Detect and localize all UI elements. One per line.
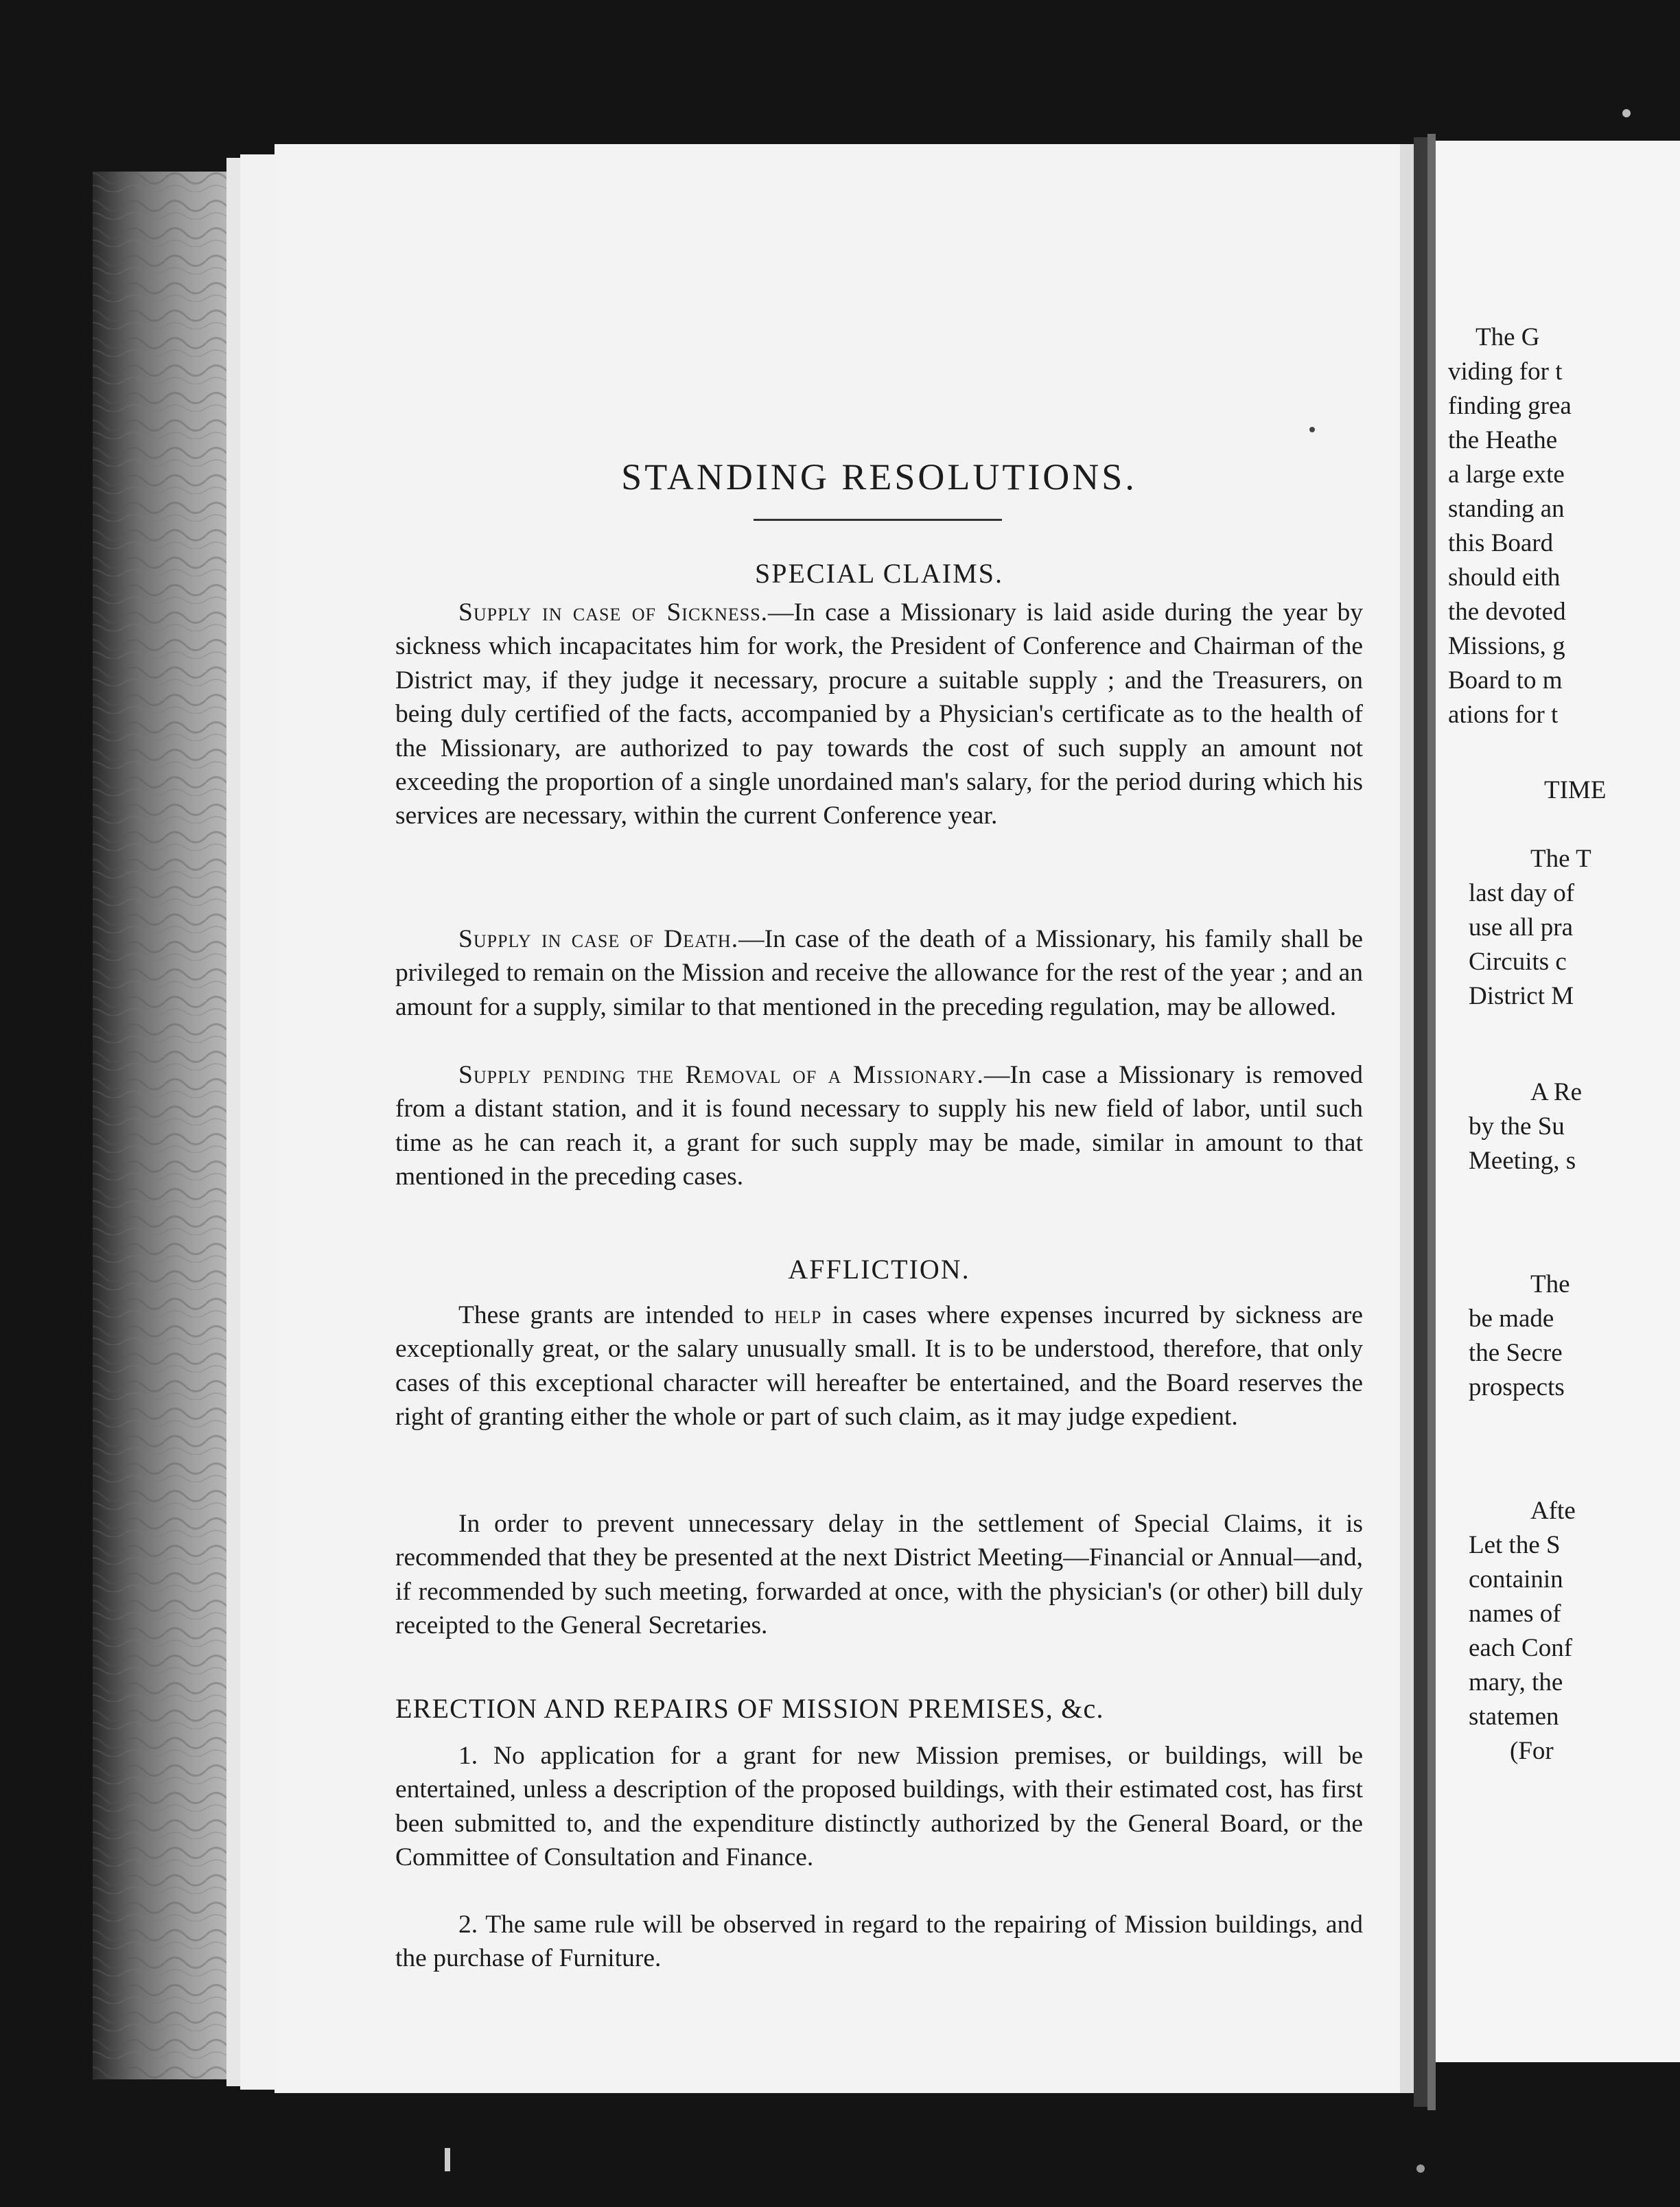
paragraph-supply-sickness: Supply in case of Sickness.—In case a Missionary is laid aside during the year by sickness which incapacitates him for work, the President of Conference and Chairman of the District may, if they judge it necessary, procure a suitable supply ; and the Treasurers, on being duly certified of the facts, accompanied by a Physician's certificate as to the health of the Missionary, are authorized to pay towards the cost of such supply an amount not exceeding the proportion of a single unordained man's salary, for the period during which his services are necessary, within the current Conference year. [395, 598, 1363, 830]
paragraph-lead: Supply in case of Death. [458, 925, 739, 953]
paragraph-lead: Supply in case of Sickness. [458, 598, 769, 627]
right-page-line: statemen [1469, 1703, 1559, 1731]
right-page-line: a large exte [1448, 460, 1565, 489]
gutter [1414, 137, 1427, 2107]
paragraph-erection-rule-1: 1. No application for a grant for new Mission premises, or buildings, will be entertained, unless a description of the proposed buildings, with their estimated cost, has first been submitted to, and the expenditure distinctly authorized by the General Board, or the Committee of Consultation and Finance. [395, 1742, 1363, 1872]
paragraph-erection-rule-2: 2. The same rule will be observed in regard to the repairing of Mission buildings, and the purchase of Furniture. [395, 1911, 1363, 1973]
title-rule [754, 519, 1002, 521]
right-page-line: the Secre [1469, 1339, 1563, 1367]
right-page-line: A Re [1530, 1078, 1583, 1106]
right-page-line: by the Su [1469, 1112, 1565, 1141]
right-page-line: viding for t [1448, 358, 1563, 386]
section-heading-affliction: AFFLICTION. [788, 1254, 970, 1285]
right-page-line: Board to m [1448, 666, 1563, 694]
paragraph-affliction-grants: These grants are intended to help in cases where expenses incurred by sickness are exceptionally great, or the salary unusually small. It is to be understood, therefore, that only cases of this exceptional character will hereafter be entertained, and the Board reserves the right of granting either the whole or part of such claim, as it may judge expedient. [395, 1301, 1363, 1432]
paragraph-lead: Supply pending the Removal of a Missionary. [458, 1061, 984, 1089]
right-page-line: this Board [1448, 529, 1554, 557]
right-page-line: finding grea [1448, 392, 1572, 420]
right-page-line: be made [1469, 1305, 1554, 1333]
right-page-line: last day of [1469, 879, 1575, 907]
right-page-line: District M [1469, 982, 1574, 1010]
marbled-edge [93, 172, 230, 2079]
right-page-line: standing an [1448, 495, 1565, 523]
right-page-line: ations for t [1448, 701, 1559, 729]
right-page-line: names of [1469, 1600, 1561, 1628]
right-page-line: Let the S [1469, 1531, 1561, 1559]
right-page-line: Missions, g [1448, 632, 1565, 660]
right-page-line: The G [1475, 323, 1540, 351]
right-page-line: prospects [1469, 1373, 1565, 1401]
right-page-line: TIME [1544, 776, 1607, 804]
right-page-line: containin [1469, 1565, 1563, 1593]
right-page-line: (For [1510, 1737, 1554, 1765]
section-heading-special-claims: SPECIAL CLAIMS. [755, 558, 1003, 589]
right-page-line: The T [1530, 845, 1591, 873]
emphasis-help: help [774, 1301, 822, 1329]
paragraph-supply-death: Supply in case of Death.—In case of the death of a Missionary, his family shall be privileged to remain on the Mission and receive the allowance for the rest of the year ; and an amount for a supply, similar to that mentioned in the preceding regulation, may be allowed. [395, 925, 1363, 1021]
paragraph-supply-removal: Supply pending the Removal of a Missionary.—In case a Missionary is removed from a distant station, and it is found necessary to supply his new field of labor, until such time as he can reach it, a grant for such supply may be made, similar in amount to that mentioned in the preceding cases. [395, 1061, 1363, 1191]
right-page-line: use all pra [1469, 913, 1574, 942]
right-page-line: Meeting, s [1469, 1147, 1576, 1175]
right-page-line: Circuits c [1469, 948, 1567, 976]
right-page-line: mary, the [1469, 1668, 1563, 1696]
right-page-line: the devoted [1448, 598, 1566, 626]
right-page-line: each Conf [1469, 1634, 1573, 1662]
paragraph-affliction-delay: In order to prevent unnecessary delay in the settlement of Special Claims, it is recommended that they be presented at the next District Meeting—Financial or Annual—and, if recommended by such meeting, forwarded at once, with the physician's (or other) bill duly receipted to the General Secretaries. [395, 1510, 1363, 1640]
right-page-line: should eith [1448, 563, 1561, 592]
section-heading-erection-repairs: ERECTION AND REPAIRS OF MISSION PREMISES, &c. [395, 1693, 1104, 1724]
right-page-line: The [1530, 1270, 1570, 1298]
right-page-line: the Heathe [1448, 426, 1558, 454]
page-title: STANDING RESOLUTIONS. [621, 456, 1137, 498]
right-page-line: Afte [1530, 1497, 1576, 1525]
